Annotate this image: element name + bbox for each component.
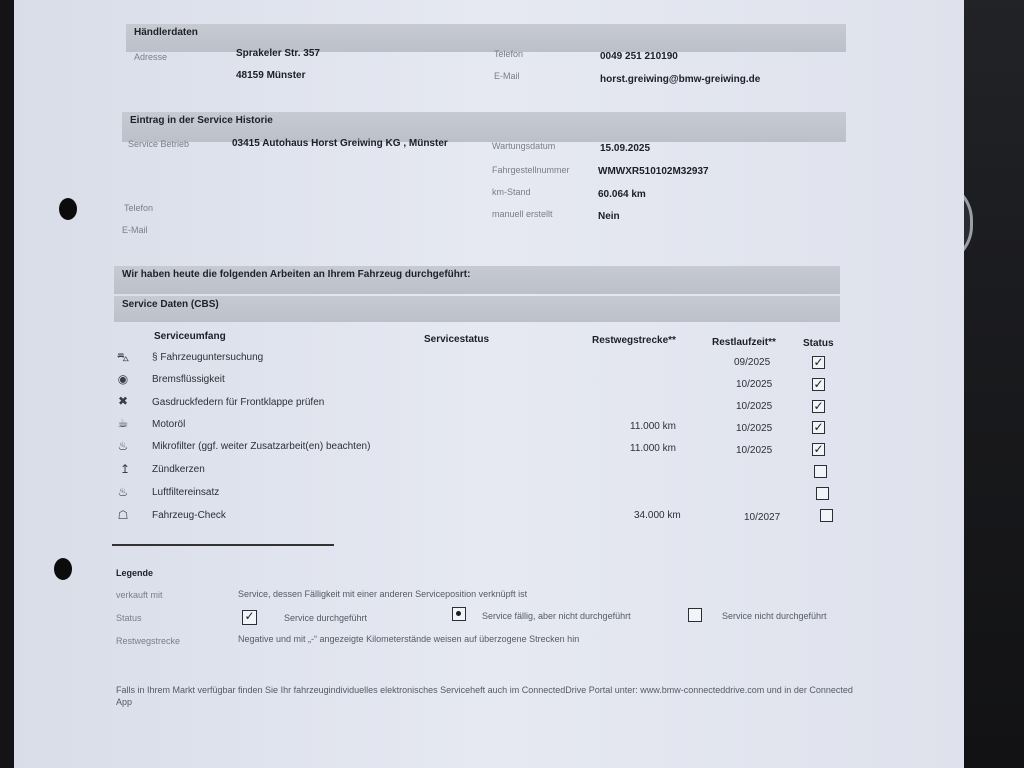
col-restwegstrecke: Restwegstrecke** [592, 335, 676, 346]
legend-done-text: Service durchgeführt [284, 613, 368, 623]
wartungsdatum: 15.09.2025 [600, 143, 651, 154]
betrieb-label: Service Betrieb [128, 139, 190, 149]
legend-verkauft-label: verkauft mit [116, 590, 163, 600]
air-filter-icon: ♨ [117, 485, 129, 499]
status-checkbox-checked: ✓ [813, 420, 824, 434]
legend-checkbox-checked: ✓ [242, 610, 257, 625]
wartungsdatum-label: Wartungsdatum [492, 141, 556, 151]
history-telefon-label: Telefon [124, 203, 154, 213]
oil-can-icon: ☕ [117, 416, 129, 430]
legend-header: Legende [116, 568, 154, 578]
row-restzeit: 10/2027 [744, 512, 781, 523]
row-restzeit: 10/2025 [736, 445, 773, 456]
micro-filter-icon: ♨ [117, 439, 129, 453]
legend-restweg-text: Negative und mit „-“ angezeigte Kilometerstände weisen auf überzogene Strecken hin [238, 634, 580, 644]
row-restzeit: 09/2025 [734, 357, 771, 368]
legend-restweg-label: Restwegstrecke [116, 636, 181, 646]
col-serviceumfang: Serviceumfang [154, 331, 226, 342]
legend-checkbox-empty [688, 608, 702, 622]
row-name: Zündkerzen [152, 464, 205, 475]
history-header: Eintrag in der Service Historie [122, 112, 846, 142]
footer-text: Falls in Ihrem Markt verfügbar finden Sie Ihr fahrzeugindividuelles elektronisches Serviceheft auch im ConnectedDrive Portal unter: www.bmw-connecteddrive.com und in der Connected App [116, 685, 853, 707]
address-label: Adresse [134, 52, 168, 62]
car-inspection-icon: ⛍ [116, 350, 130, 364]
legend-checkbox-dot [452, 607, 466, 621]
dealer-city: 48159 Münster [236, 70, 306, 81]
row-name: Gasdruckfedern für Frontklappe prüfen [152, 397, 325, 408]
vehicle-check-icon: ☖ [117, 508, 129, 522]
status-checkbox-empty [820, 509, 833, 522]
row-name: Luftfiltereinsatz [152, 487, 220, 498]
status-checkbox-empty [816, 487, 829, 500]
manuell-erstellt: Nein [598, 211, 620, 222]
row-name: Bremsflüssigkeit [152, 374, 225, 385]
dealer-street: Sprakeler Str. 357 [236, 48, 320, 59]
col-status: Status [803, 338, 834, 349]
row-restweg: 34.000 km [634, 510, 681, 521]
status-checkbox-checked: ✓ [813, 377, 824, 391]
row-name: Mikrofilter (ggf. weiter Zusatzarbeit(en) beachten) [152, 441, 371, 452]
history-email-label: E-Mail [122, 225, 148, 235]
cbs-header: Service Daten (CBS) [114, 296, 840, 322]
dealer-phone: 0049 251 210190 [600, 51, 678, 62]
status-checkbox-checked: ✓ [813, 442, 824, 456]
col-servicestatus: Servicestatus [424, 334, 490, 345]
service-document [14, 0, 964, 768]
status-checkbox-checked: ✓ [813, 355, 824, 369]
km-stand: 60.064 km [598, 189, 646, 200]
punch-hole [59, 198, 77, 220]
row-name: Motoröl [152, 419, 186, 430]
email-label: E-Mail [494, 71, 520, 81]
legend-notdone-text: Service nicht durchgeführt [722, 611, 827, 621]
legend-status-label: Status [116, 613, 142, 623]
dealer-header: Händlerdaten [126, 24, 846, 52]
spark-plug-icon: ↥ [119, 462, 131, 476]
row-restzeit: 10/2025 [736, 379, 773, 390]
punch-hole [54, 558, 72, 580]
status-checkbox-empty [814, 465, 827, 478]
row-name: Fahrzeug-Check [152, 510, 226, 521]
phone-label: Telefon [494, 49, 524, 59]
fahrgestellnummer: WMWXR510102M32937 [598, 166, 709, 177]
row-restzeit: 10/2025 [736, 401, 773, 412]
manuell-label: manuell erstellt [492, 209, 553, 219]
work-header: Wir haben heute die folgenden Arbeiten an Ihrem Fahrzeug durchgeführt: [114, 266, 840, 294]
row-restweg: 11.000 km [630, 443, 676, 454]
row-restweg: 11.000 km [630, 421, 676, 432]
brake-fluid-icon: ◉ [117, 372, 129, 386]
row-restzeit: 10/2025 [736, 423, 773, 434]
row-name: § Fahrzeuguntersuchung [152, 352, 264, 363]
fin-label: Fahrgestellnummer [492, 165, 570, 175]
dealer-email: horst.greiwing@bmw-greiwing.de [600, 74, 761, 85]
km-label: km-Stand [492, 187, 531, 197]
legend-due-text: Service fällig, aber nicht durchgeführt [482, 611, 631, 621]
legend-verkauft-text: Service, dessen Fälligkeit mit einer anderen Serviceposition verknüpft ist [238, 589, 528, 599]
tools-icon: ✖ [117, 394, 129, 408]
col-restlaufzeit: Restlaufzeit** [712, 337, 776, 348]
status-checkbox-checked: ✓ [813, 399, 824, 413]
separator-line [112, 544, 334, 546]
service-betrieb: 03415 Autohaus Horst Greiwing KG , Münster [232, 138, 448, 149]
